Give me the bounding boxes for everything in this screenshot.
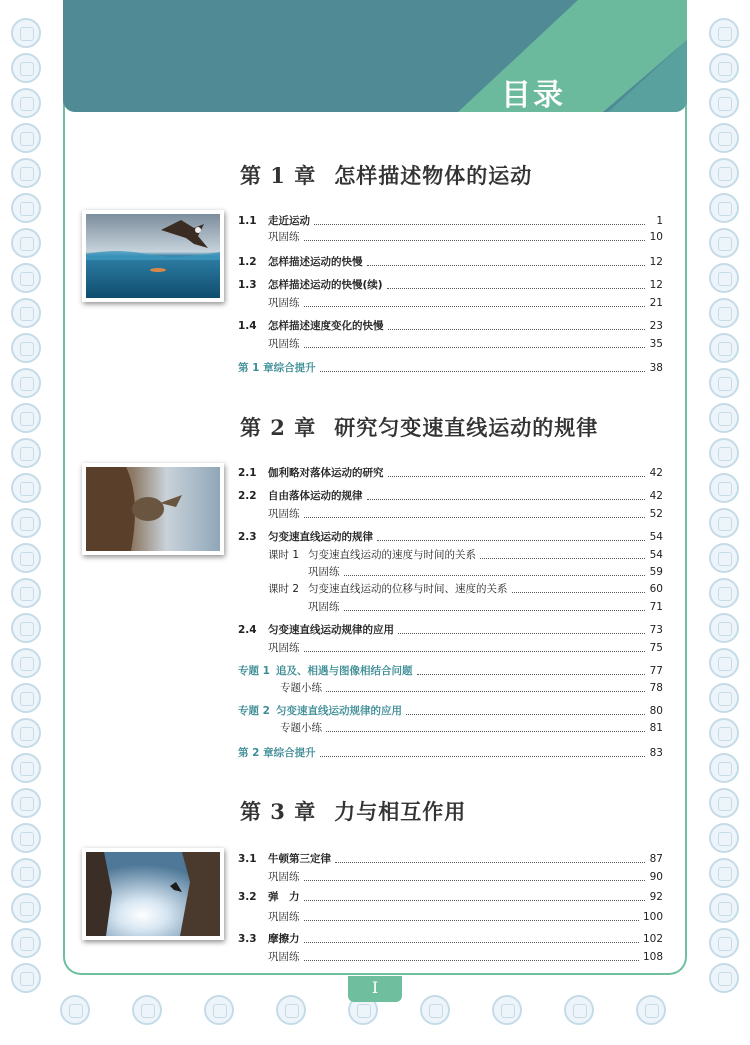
decorative-badge-icon bbox=[709, 403, 739, 433]
toc-entry-number: 1.1 bbox=[238, 215, 257, 227]
toc-entry-title: 专题小练 bbox=[280, 682, 322, 694]
toc-entry-page: 87 bbox=[649, 853, 663, 865]
decorative-badge-icon bbox=[709, 508, 739, 538]
toc-entry-title: 巩固练 bbox=[268, 231, 300, 243]
decorative-badge-icon bbox=[11, 683, 41, 713]
toc-entry[interactable] bbox=[238, 851, 663, 867]
decorative-badge-icon bbox=[709, 788, 739, 818]
toc-entry-title: 巩固练 bbox=[268, 951, 300, 963]
toc-entry[interactable] bbox=[238, 488, 663, 504]
decorative-badge-icon bbox=[11, 928, 41, 958]
decorative-border-right bbox=[698, 0, 750, 1045]
toc-entry-number: 3.1 bbox=[238, 853, 257, 865]
toc-entry-title: 怎样描述速度变化的快慢 bbox=[268, 320, 384, 332]
decorative-badge-icon bbox=[11, 893, 41, 923]
toc-entry[interactable] bbox=[238, 703, 663, 719]
toc-entry-page: 77 bbox=[649, 665, 663, 677]
toc-entry-title: 匀变速直线运动的速度与时间的关系 bbox=[308, 549, 476, 561]
decorative-badge-icon bbox=[709, 718, 739, 748]
toc-entry-page: 90 bbox=[649, 871, 663, 883]
eagle-over-sea-photo bbox=[82, 210, 224, 302]
toc-leader-dots bbox=[480, 557, 645, 559]
toc-entry-number: 1.4 bbox=[238, 320, 257, 332]
decorative-badge-icon bbox=[11, 963, 41, 993]
decorative-badge-icon bbox=[709, 368, 739, 398]
toc-leader-dots bbox=[388, 475, 646, 477]
toc-entry[interactable] bbox=[268, 229, 663, 245]
decorative-badge-icon bbox=[709, 613, 739, 643]
toc-entry-page: 102 bbox=[642, 933, 663, 945]
toc-leader-dots bbox=[326, 690, 645, 692]
toc-entry[interactable] bbox=[238, 931, 663, 947]
toc-entry[interactable] bbox=[238, 663, 663, 679]
toc-entry[interactable] bbox=[268, 869, 663, 885]
toc-entry[interactable] bbox=[280, 680, 663, 696]
toc-leader-dots bbox=[304, 899, 646, 901]
toc-entry-number: 课时 2 bbox=[268, 583, 300, 595]
toc-leader-dots bbox=[304, 346, 646, 348]
toc-entry-number: 3.2 bbox=[238, 891, 257, 903]
toc-leader-dots bbox=[406, 713, 645, 715]
toc-leader-dots bbox=[335, 861, 645, 863]
toc-entry[interactable] bbox=[238, 529, 663, 545]
header-stripes-graphic bbox=[63, 0, 687, 112]
chapter-2-name: 研究匀变速直线运动的规律 bbox=[334, 415, 599, 440]
decorative-badge-icon bbox=[11, 333, 41, 363]
decorative-badge-icon bbox=[709, 648, 739, 678]
decorative-badge-icon bbox=[11, 823, 41, 853]
page-number: I bbox=[348, 976, 402, 1002]
falling-turtle-photo bbox=[82, 463, 224, 555]
toc-entry-page: 75 bbox=[649, 642, 663, 654]
toc-leader-dots bbox=[398, 632, 645, 634]
toc-entry-title: 牛顿第三定律 bbox=[268, 853, 331, 865]
decorative-badge-icon bbox=[11, 718, 41, 748]
toc-entry-title: 追及、相遇与图像相结合问题 bbox=[276, 665, 413, 677]
toc-entry-page: 42 bbox=[649, 490, 663, 502]
decorative-badge-icon bbox=[11, 88, 41, 118]
toc-entry-title: 巩固练 bbox=[268, 871, 300, 883]
toc-entry-page: 42 bbox=[649, 467, 663, 479]
toc-entry[interactable] bbox=[308, 564, 663, 580]
decorative-badge-icon bbox=[420, 995, 450, 1025]
toc-entry-number: 2.3 bbox=[238, 531, 257, 543]
decorative-badge-icon bbox=[709, 123, 739, 153]
toc-entry-page: 81 bbox=[649, 722, 663, 734]
toc-entry[interactable] bbox=[238, 254, 663, 270]
decorative-badge-icon bbox=[11, 193, 41, 223]
decorative-badge-icon bbox=[709, 893, 739, 923]
decorative-badge-icon bbox=[709, 683, 739, 713]
decorative-badge-icon bbox=[709, 473, 739, 503]
toc-entry[interactable] bbox=[268, 909, 663, 925]
toc-entry-title: 匀变速直线运动规律的应用 bbox=[276, 705, 402, 717]
toc-entry-title: 巩固练 bbox=[268, 297, 300, 309]
decorative-badge-icon bbox=[276, 995, 306, 1025]
toc-entry[interactable] bbox=[238, 889, 663, 905]
toc-entry-number: 3.3 bbox=[238, 933, 257, 945]
toc-entry-page: 92 bbox=[649, 891, 663, 903]
chapter-1-number: 第 1 章 bbox=[240, 163, 317, 188]
toc-entry-page: 54 bbox=[649, 531, 663, 543]
toc-entry[interactable] bbox=[238, 277, 663, 293]
decorative-badge-icon bbox=[11, 368, 41, 398]
decorative-badge-icon bbox=[709, 928, 739, 958]
toc-entry-number: 2.1 bbox=[238, 467, 257, 479]
toc-entry[interactable] bbox=[268, 295, 663, 311]
toc-entry-title: 巩固练 bbox=[268, 508, 300, 520]
toc-entry[interactable] bbox=[268, 336, 663, 352]
decorative-badge-icon bbox=[11, 123, 41, 153]
toc-entry-page: 21 bbox=[649, 297, 663, 309]
toc-leader-dots bbox=[304, 650, 646, 652]
toc-entry-title: 专题小练 bbox=[280, 722, 322, 734]
toc-entry-page: 108 bbox=[642, 951, 663, 963]
toc-entry[interactable] bbox=[238, 318, 663, 334]
toc-entry-page: 60 bbox=[649, 583, 663, 595]
chapter-3-number: 第 3 章 bbox=[240, 799, 317, 824]
decorative-badge-icon bbox=[11, 263, 41, 293]
toc-entry-page: 71 bbox=[649, 601, 663, 613]
decorative-border-left bbox=[0, 0, 52, 1045]
toc-leader-dots bbox=[320, 755, 645, 757]
toc-entry-title: 第 2 章综合提升 bbox=[238, 747, 316, 759]
decorative-badge-icon bbox=[132, 995, 162, 1025]
toc-leader-dots bbox=[304, 516, 646, 518]
toc-entry-number: 2.2 bbox=[238, 490, 257, 502]
toc-entry-page: 10 bbox=[649, 231, 663, 243]
toc-entry-page: 59 bbox=[649, 566, 663, 578]
decorative-badge-icon bbox=[709, 53, 739, 83]
toc-entry-page: 52 bbox=[649, 508, 663, 520]
chapter-2-number: 第 2 章 bbox=[240, 415, 317, 440]
decorative-badge-icon bbox=[709, 963, 739, 993]
decorative-badge-icon bbox=[709, 193, 739, 223]
toc-leader-dots bbox=[417, 673, 646, 675]
decorative-badge-icon bbox=[709, 298, 739, 328]
toc-entry-number: 专题 1 bbox=[238, 665, 270, 677]
toc-entry-page: 73 bbox=[649, 624, 663, 636]
chapter-1-name: 怎样描述物体的运动 bbox=[334, 163, 533, 188]
decorative-badge-icon bbox=[636, 995, 666, 1025]
toc-entry-page: 80 bbox=[649, 705, 663, 717]
decorative-badge-icon bbox=[709, 823, 739, 853]
decorative-badge-icon bbox=[709, 263, 739, 293]
toc-entry[interactable] bbox=[238, 360, 663, 376]
toc-entry[interactable] bbox=[268, 640, 663, 656]
decorative-badge-icon bbox=[709, 158, 739, 188]
toc-leader-dots bbox=[377, 539, 645, 541]
toc-entry-title: 巩固练 bbox=[308, 566, 340, 578]
toc-entry-title: 走近运动 bbox=[268, 215, 310, 227]
page-title: 目录 bbox=[501, 78, 565, 112]
toc-entry-number: 课时 1 bbox=[268, 549, 300, 561]
toc-entry-title: 巩固练 bbox=[308, 601, 340, 613]
decorative-badge-icon bbox=[11, 158, 41, 188]
toc-entry[interactable] bbox=[268, 547, 663, 563]
toc-leader-dots bbox=[326, 730, 645, 732]
toc-entry-page: 12 bbox=[649, 256, 663, 268]
header-banner bbox=[63, 0, 687, 112]
decorative-badge-icon bbox=[11, 298, 41, 328]
decorative-badge-icon bbox=[11, 53, 41, 83]
toc-entry[interactable] bbox=[238, 622, 663, 638]
toc-entry-title: 匀变速直线运动规律的应用 bbox=[268, 624, 394, 636]
decorative-badge-icon bbox=[709, 333, 739, 363]
toc-leader-dots bbox=[344, 609, 646, 611]
chapter-2-title bbox=[240, 412, 598, 442]
toc-leader-dots bbox=[344, 574, 646, 576]
toc-entry-page: 1 bbox=[656, 215, 663, 227]
decorative-badge-icon bbox=[204, 995, 234, 1025]
decorative-badge-icon bbox=[709, 753, 739, 783]
toc-entry-title: 怎样描述运动的快慢(续) bbox=[268, 279, 383, 291]
decorative-badge-icon bbox=[11, 438, 41, 468]
decorative-badge-icon bbox=[492, 995, 522, 1025]
decorative-badge-icon bbox=[709, 228, 739, 258]
toc-leader-dots bbox=[512, 591, 646, 593]
toc-entry-number: 2.4 bbox=[238, 624, 257, 636]
toc-entry-page: 78 bbox=[649, 682, 663, 694]
toc-entry-title: 巩固练 bbox=[268, 642, 300, 654]
chapter-3-name: 力与相互作用 bbox=[334, 799, 467, 824]
toc-entry-page: 23 bbox=[649, 320, 663, 332]
toc-entry-title: 第 1 章综合提升 bbox=[238, 362, 316, 374]
toc-entry-number: 1.3 bbox=[238, 279, 257, 291]
toc-entry-number: 专题 2 bbox=[238, 705, 270, 717]
toc-leader-dots bbox=[367, 264, 646, 266]
toc-entry-title: 自由落体运动的规律 bbox=[268, 490, 363, 502]
toc-entry-title: 巩固练 bbox=[268, 911, 300, 923]
toc-entry-page: 38 bbox=[649, 362, 663, 374]
decorative-badge-icon bbox=[11, 18, 41, 48]
decorative-badge-icon bbox=[564, 995, 594, 1025]
toc-entry-page: 100 bbox=[642, 911, 663, 923]
decorative-badge-icon bbox=[709, 88, 739, 118]
toc-entry[interactable] bbox=[268, 581, 663, 597]
toc-leader-dots bbox=[320, 370, 645, 372]
decorative-badge-icon bbox=[60, 995, 90, 1025]
decorative-badge-icon bbox=[11, 578, 41, 608]
toc-leader-dots bbox=[304, 305, 646, 307]
decorative-badge-icon bbox=[709, 578, 739, 608]
decorative-badge-icon bbox=[11, 648, 41, 678]
toc-entry[interactable] bbox=[268, 949, 663, 965]
decorative-badge-icon bbox=[11, 858, 41, 888]
toc-leader-dots bbox=[304, 879, 646, 881]
toc-entry-title: 伽利略对落体运动的研究 bbox=[268, 467, 384, 479]
chapter-3-title bbox=[240, 796, 466, 826]
toc-leader-dots bbox=[314, 223, 645, 225]
decorative-badge-icon bbox=[11, 543, 41, 573]
decorative-badge-icon bbox=[709, 543, 739, 573]
toc-leader-dots bbox=[367, 498, 646, 500]
decorative-badge-icon bbox=[11, 508, 41, 538]
decorative-badge-icon bbox=[11, 403, 41, 433]
toc-entry[interactable] bbox=[308, 599, 663, 615]
decorative-badge-icon bbox=[11, 613, 41, 643]
toc-leader-dots bbox=[304, 959, 639, 961]
toc-entry-number: 1.2 bbox=[238, 256, 257, 268]
toc-entry-title: 匀变速直线运动的位移与时间、速度的关系 bbox=[308, 583, 508, 595]
toc-entry-title: 匀变速直线运动的规律 bbox=[268, 531, 373, 543]
decorative-badge-icon bbox=[709, 438, 739, 468]
decorative-badge-icon bbox=[709, 858, 739, 888]
toc-entry[interactable] bbox=[238, 745, 663, 761]
toc-entry-page: 35 bbox=[649, 338, 663, 350]
toc-leader-dots bbox=[304, 941, 639, 943]
toc-leader-dots bbox=[304, 239, 646, 241]
toc-entry[interactable] bbox=[238, 465, 663, 481]
decorative-badge-icon bbox=[11, 788, 41, 818]
decorative-badge-icon bbox=[11, 753, 41, 783]
toc-entry-page: 83 bbox=[649, 747, 663, 759]
decorative-badge-icon bbox=[11, 473, 41, 503]
toc-entry[interactable] bbox=[238, 213, 663, 229]
toc-entry[interactable] bbox=[268, 506, 663, 522]
toc-entry-title: 怎样描述运动的快慢 bbox=[268, 256, 363, 268]
decorative-badge-icon bbox=[11, 228, 41, 258]
toc-leader-dots bbox=[387, 287, 645, 289]
toc-entry[interactable] bbox=[280, 720, 663, 736]
toc-entry-title: 弹 力 bbox=[268, 891, 300, 903]
chapter-1-title bbox=[240, 160, 532, 190]
toc-entry-title: 摩擦力 bbox=[268, 933, 300, 945]
rock-climber-photo bbox=[82, 848, 224, 940]
decorative-badge-icon bbox=[709, 18, 739, 48]
toc-entry-page: 12 bbox=[649, 279, 663, 291]
toc-entry-page: 54 bbox=[649, 549, 663, 561]
toc-leader-dots bbox=[388, 328, 646, 330]
toc-entry-title: 巩固练 bbox=[268, 338, 300, 350]
toc-leader-dots bbox=[304, 919, 639, 921]
